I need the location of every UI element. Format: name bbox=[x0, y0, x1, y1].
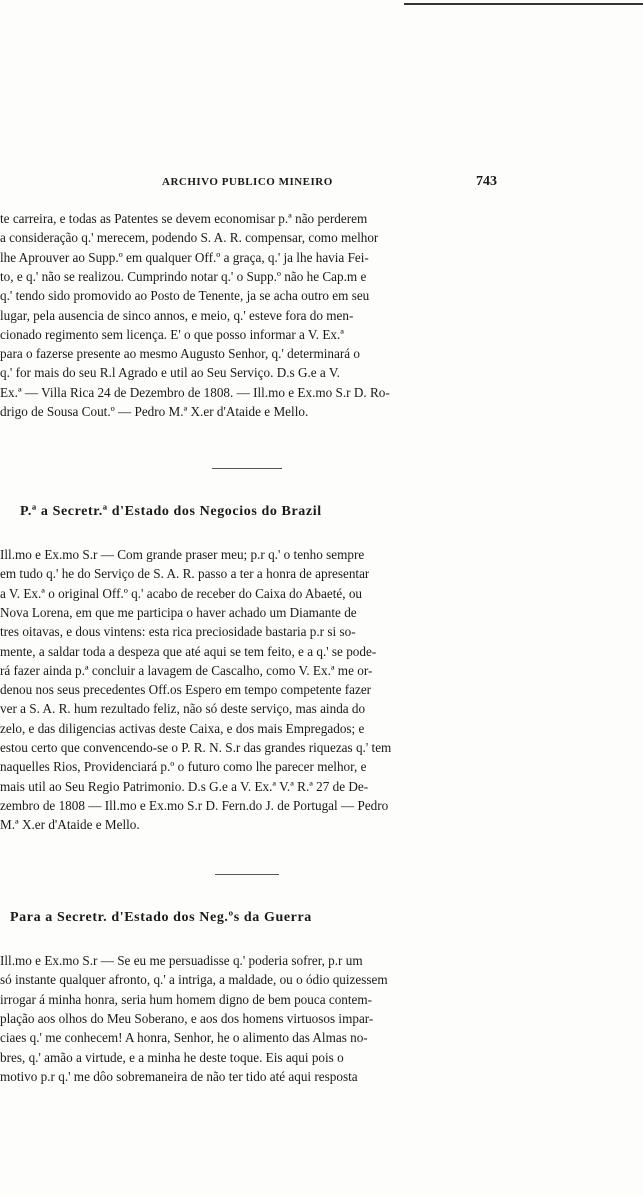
text-line: plação aos olhos do Meu Soberano, e aos dos homens virtuosos impar- bbox=[0, 1010, 374, 1026]
text-line: denou nos seus precedentes Off.os Espero em tempo competente fazer bbox=[0, 682, 372, 698]
text-line: a V. Ex.ª o original Off.º q.' acabo de receber do Caixa do Abaeté, ou bbox=[0, 585, 363, 601]
section-divider bbox=[215, 874, 279, 875]
section-heading-brazil: P.ª a Secretr.ª d'Estado dos Negocios do Brazil bbox=[20, 504, 322, 519]
page-number: 743 bbox=[476, 174, 497, 189]
running-header bbox=[0, 176, 643, 196]
section-heading-guerra: Para a Secretr. d'Estado dos Neg.ºs da Guerra bbox=[10, 910, 312, 925]
text-line: M.ª X.er d'Ataide e Mello. bbox=[0, 817, 140, 833]
text-line: q.' tendo sido promovido ao Posto de Tenente, ja se acha outro em seu bbox=[0, 288, 370, 304]
text-line: ver a S. A. R. hum rezultado feliz, não só deste serviço, mas ainda do bbox=[0, 701, 366, 717]
header-title: ARCHIVO PUBLICO MINEIRO bbox=[162, 176, 333, 188]
text-line: ciaes q.' me conhecem! A honra, Senhor, he o alimento das Almas no- bbox=[0, 1030, 368, 1046]
text-line: to, e q.' não se realizou. Cumprindo notar q.' o Supp.º não he Cap.m e bbox=[0, 268, 367, 284]
text-line: para o fazerse presente ao mesmo Augusto Senhor, q.' determinará o bbox=[0, 346, 360, 362]
text-line: estou certo que convencendo-se o P. R. N. S.r das grandes riquezas q.' tem bbox=[0, 740, 392, 755]
text-line: em tudo q.' he do Serviço de S. A. R. passo a ter a honra de apresentar bbox=[0, 566, 370, 582]
text-line: lhe Aprouver ao Supp.º em qualquer Off.º a graça, q.' ja lhe havia Fei- bbox=[0, 249, 369, 265]
text-line: cionado regimento sem licença. E' o que posso informar a V. Ex.ª bbox=[0, 326, 344, 342]
section-divider bbox=[212, 468, 282, 469]
text-line: Ex.ª — Villa Rica 24 de Dezembro de 1808. — Ill.mo e Ex.mo S.r D. Ro- bbox=[0, 384, 390, 400]
text-line: motivo p.r q.' me dôo sobremaneira de não ter tido até aqui resposta bbox=[0, 1068, 358, 1084]
text-line: tres oitavas, e dous vintens: esta rica preciosidade bastaria p.r si so- bbox=[0, 624, 356, 640]
text-line: Ill.mo e Ex.mo S.r — Com grande praser meu; p.r q.' o tenho sempre bbox=[0, 547, 365, 562]
text-line: q.' for mais do seu R.l Agrado e util ao Seu Serviço. D.s G.e a V. bbox=[0, 365, 340, 381]
text-line: bres, q.' amão a virtude, e a minha he deste toque. Eis aqui pois o bbox=[0, 1049, 344, 1065]
text-line: naquelles Rios, Providenciará p.º o futuro como lhe parecer melhor, e bbox=[0, 759, 367, 775]
text-line: drigo de Sousa Cout.º — Pedro M.ª X.er d'Ataide e Mello. bbox=[0, 404, 309, 419]
text-line: te carreira, e todas as Patentes se devem economisar p.ª não perderem bbox=[0, 211, 368, 226]
text-line: mente, a saldar toda a despeza que até aqui se tem feito, e a q.' se pode- bbox=[0, 643, 377, 659]
text-line: irrogar á minha honra, seria hum homem digno de bem pouca contem- bbox=[0, 991, 373, 1007]
text-line: mais util ao Seu Regio Patrimonio. D.s G.e a V. Ex.ª V.ª R.ª 27 de De- bbox=[0, 778, 369, 794]
top-rule bbox=[404, 3, 643, 5]
text-line: Nova Lorena, em que me participa o haver achado um Diamante de bbox=[0, 604, 357, 620]
text-line: a consideração q.' merecem, podendo S. A. R. compensar, como melhor bbox=[0, 230, 379, 246]
text-line: só instante qualquer afronto, q.' a intriga, a maldade, ou o ódio quizessem bbox=[0, 972, 388, 988]
text-line: zelo, e das diligencias activas deste Caixa, e dos mais Empregados; e bbox=[0, 720, 365, 736]
text-line: Ill.mo e Ex.mo S.r — Se eu me persuadisse q.' poderia sofrer, p.r um bbox=[0, 953, 363, 968]
text-line: zembro de 1808 — Ill.mo e Ex.mo S.r D. Fern.do J. de Portugal — Pedro bbox=[0, 797, 389, 813]
text-line: lugar, pela ausencia de sinco annos, e meio, q.' esteve fora do men- bbox=[0, 307, 354, 323]
text-line: rá fazer ainda p.ª concluir a lavagem de Cascalho, como V. Ex.ª me or- bbox=[0, 662, 373, 678]
